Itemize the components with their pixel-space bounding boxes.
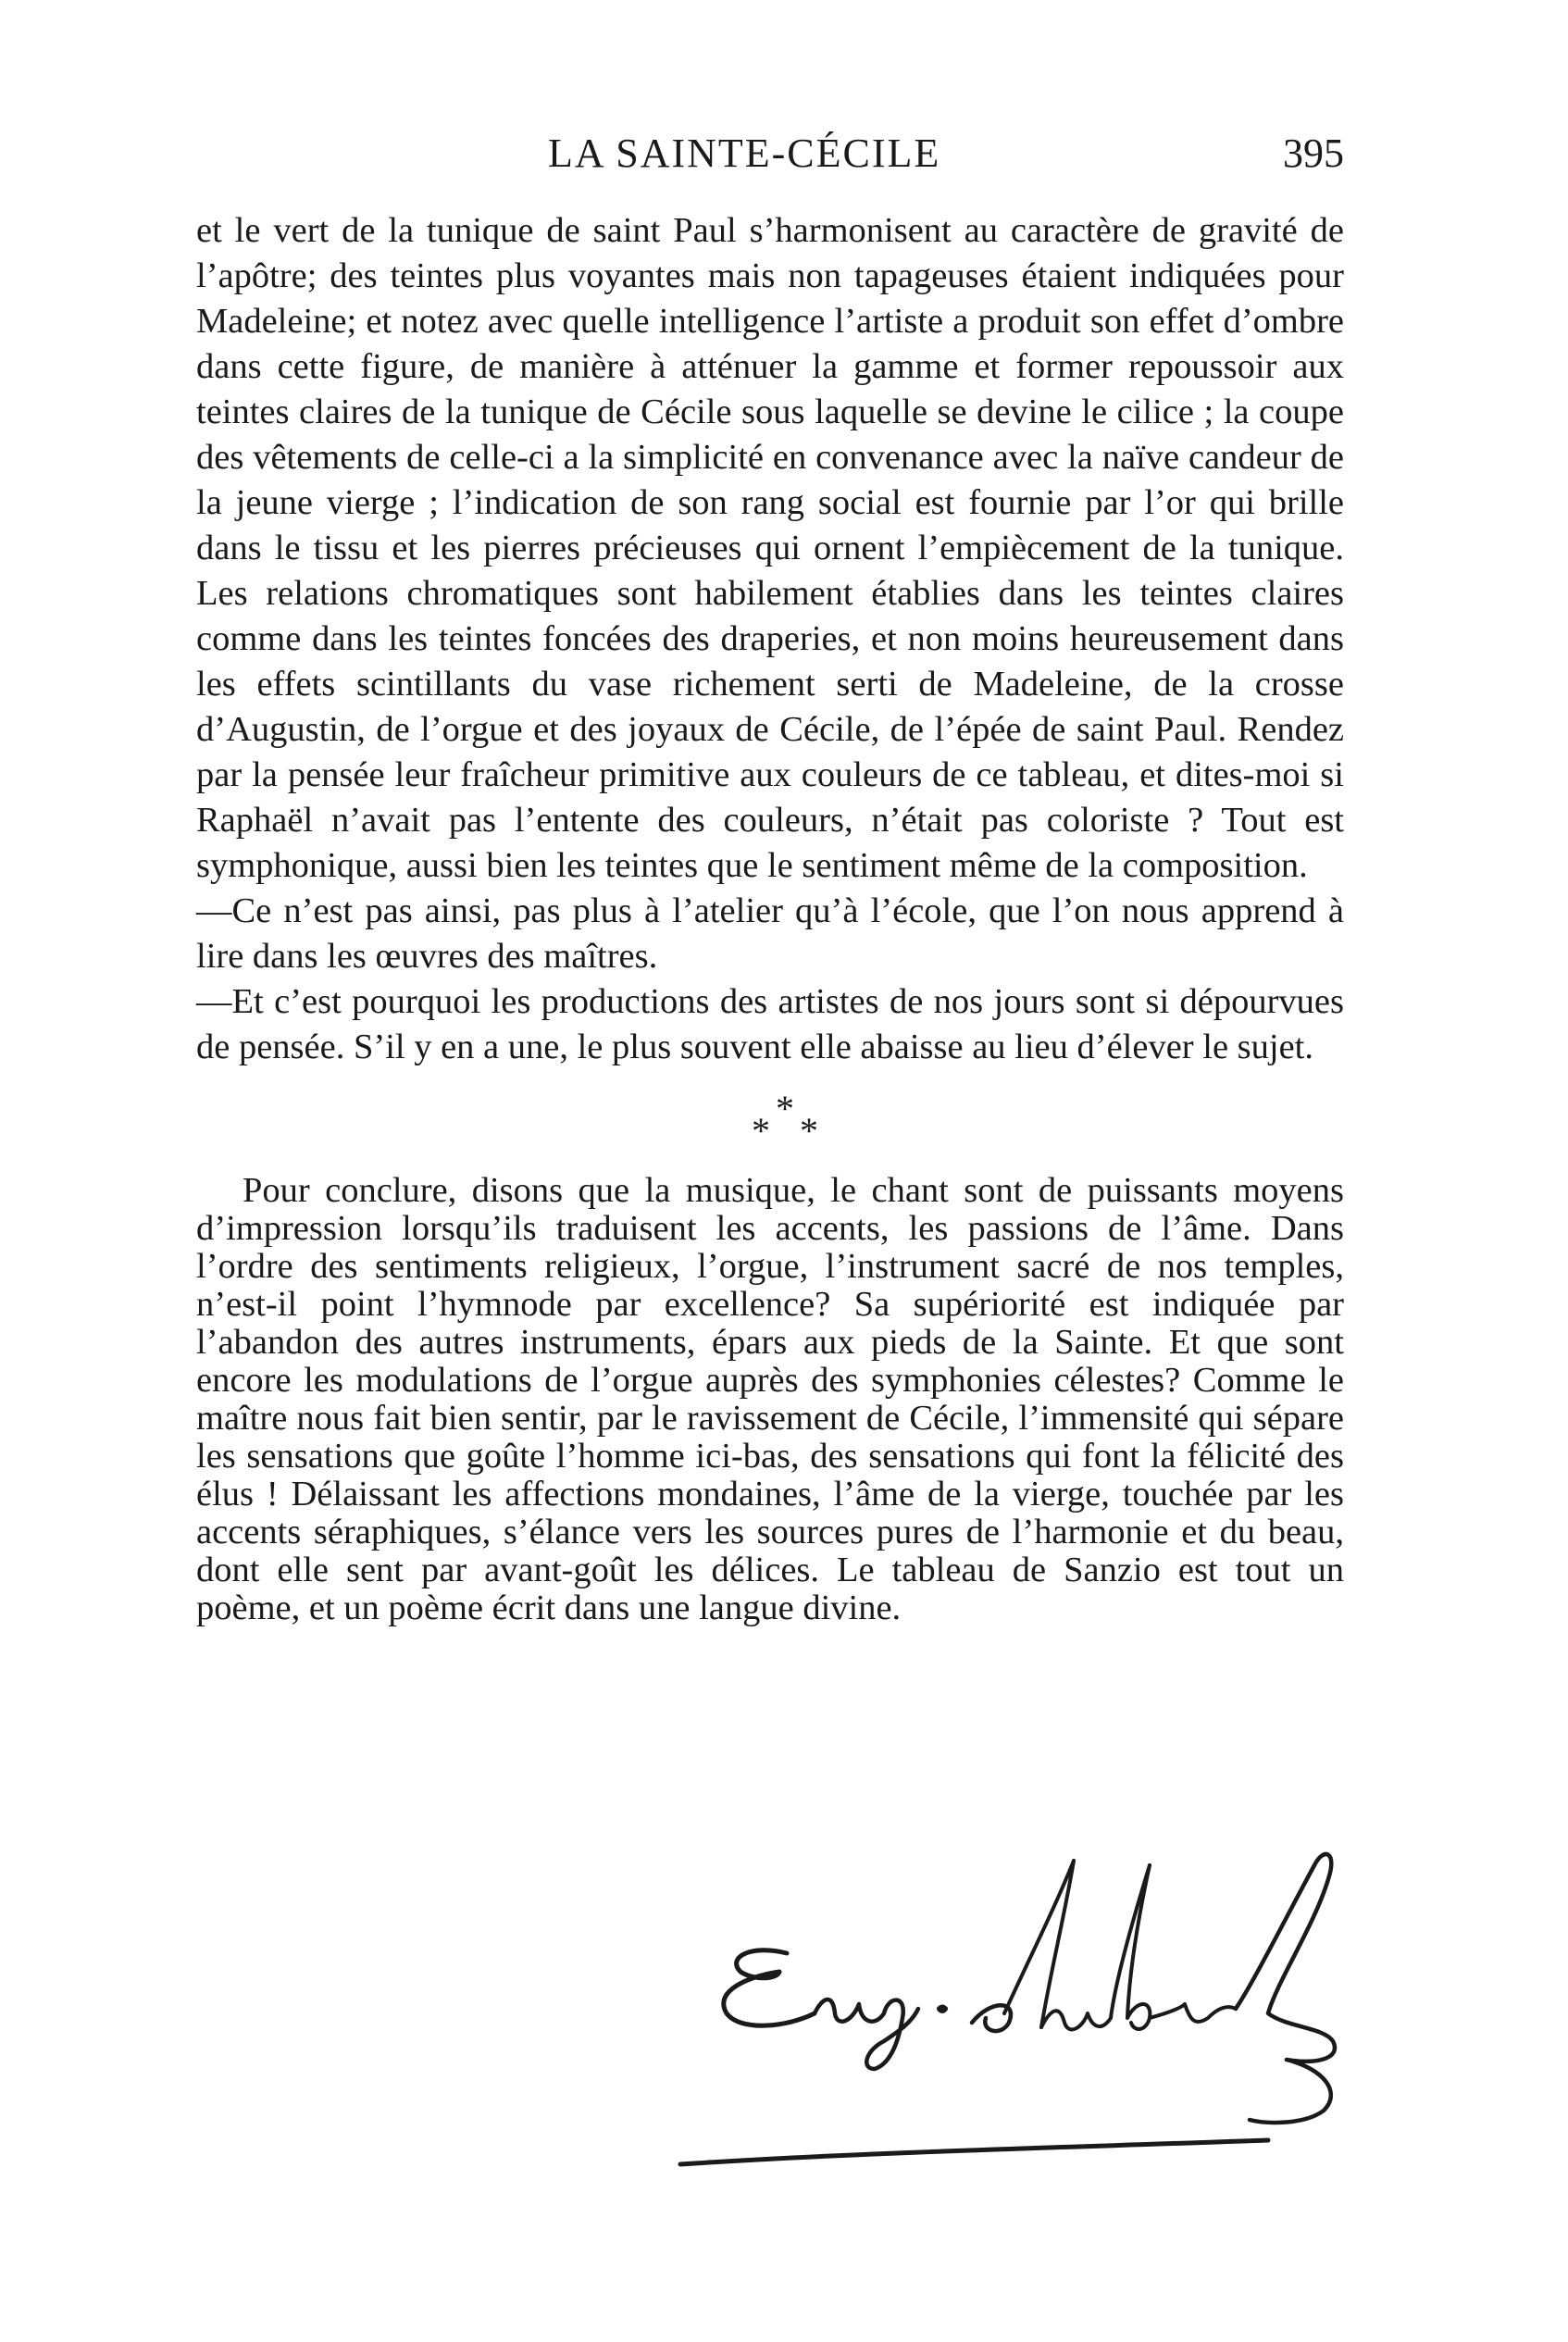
page-number: 395 bbox=[1283, 131, 1344, 176]
running-head bbox=[196, 130, 1344, 185]
signature-image bbox=[676, 1842, 1342, 2175]
running-title: LA SAINTE-CÉCILE bbox=[548, 131, 941, 176]
handwritten-signature bbox=[676, 1842, 1342, 2175]
paragraph-conclusion: Pour conclure, disons que la musique, le chant sont de puissants moyens d’impression lorsqu’ils traduisent les accents, les passions de l’âme. Dans l’ordre des sentiments religieux, l’orgue, l’instrument sacré de nos temples, n’est-il point l’hymnode par excellence? Sa supériorité est indiquée par l’abandon des autres instruments, épars aux pieds de la Sainte. Et que sont encore les modulations de l’orgue auprès des symphonies célestes? Comme le maître nous fait bien sentir, par le ravissement de Cécile, l’immensité qui sépare les sensations que goûte l’homme ici-bas, des sensations qui font la félicité des élus ! Délaissant les affections mondaines, l’âme de la vierge, touchée par les accents séraphiques, s’élance vers les sources pures de l’harmonie et du beau, dont elle sent par avant-goût les délices. Le tableau de Sanzio est tout un poème, et un poème écrit dans une langue divine. bbox=[196, 1171, 1344, 1627]
paragraph-colors: et le vert de la tunique de saint Paul s’harmonisent au caractère de gravité de l’apôtre; des teintes plus voyantes mais non tapageuses étaient indiquées pour Madeleine; et notez avec quelle intelligence l’artiste a produit son effet d’ombre dans cette figure, de manière à atténuer la gamme et former repoussoir aux teintes claires de la tunique de Cécile sous laquelle se devine le cilice ; la coupe des vêtements de celle-ci a la simplicité en convenance avec la naïve candeur de la jeune vierge ; l’indication de son rang social est fournie par l’or qui brille dans le tissu et les pierres précieuses qui ornent l’empiècement de la tunique. Les relations chromatiques sont habilement établies dans les teintes claires comme dans les teintes foncées des draperies, et non moins heureusement dans les effets scintillants du vase richement serti de Madeleine, de la crosse d’Augustin, de l’orgue et des joyaux de Cécile, de l’épée de saint Paul. Rendez par la pensée leur fraîcheur primitive aux couleurs de ce tableau, et dites-moi si Raphaël n’avait pas l’entente des couleurs, n’était pas coloriste ? Tout est symphonique, aussi bien les teintes que le sentiment même de la composition. bbox=[196, 211, 1344, 885]
body-text bbox=[196, 208, 1344, 1627]
asterism-star-left: * bbox=[752, 1110, 770, 1152]
asterism bbox=[196, 1090, 1344, 1163]
asterism-star-top: * bbox=[776, 1088, 794, 1129]
dialogue-line-2: —Et c’est pourquoi les productions des artistes de nos jours sont si dépourvues de pensée. S’il y en a une, le plus souvent elle abaisse au lieu d’élever le sujet. bbox=[196, 982, 1344, 1066]
dialogue-line-1: —Ce n’est pas ainsi, pas plus à l’atelier qu’à l’école, que l’on nous apprend à lire dans les œuvres des maîtres. bbox=[196, 891, 1344, 976]
asterism-star-right: * bbox=[800, 1110, 818, 1152]
